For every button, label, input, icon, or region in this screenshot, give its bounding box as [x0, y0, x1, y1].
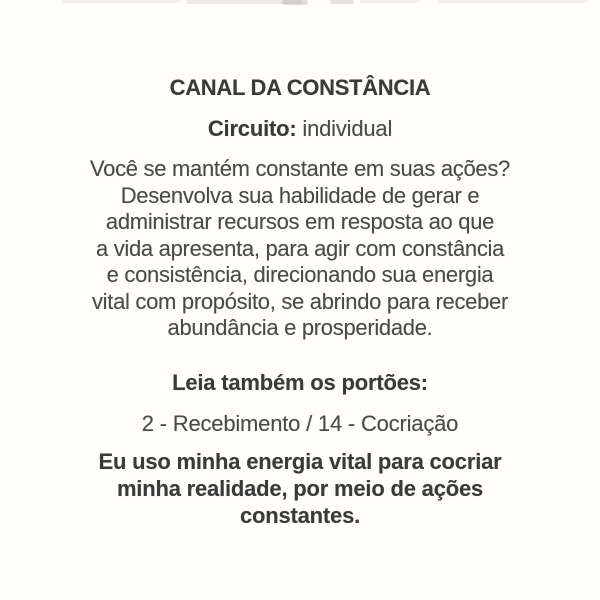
- circuit-value: individual: [302, 116, 393, 141]
- circuit-line: [0, 116, 600, 142]
- circuit-label: Circuito:: [207, 116, 297, 141]
- scan-artifact: [438, 0, 588, 3]
- description-line: vital com propósito, se abrindo para receber: [91, 288, 509, 314]
- affirmation-line: constantes.: [239, 503, 361, 528]
- description-line: Desenvolva sua habilidade de gerar e: [120, 182, 480, 208]
- description-paragraph: [0, 156, 600, 342]
- description-line: e consistência, direcionando sua energia: [106, 262, 494, 287]
- scan-artifact: [330, 0, 354, 4]
- scan-artifact: [360, 0, 420, 3]
- scan-artifact: [62, 0, 180, 3]
- affirmation-line: minha realidade, por meio de ações: [116, 476, 484, 501]
- affirmation-line: Eu uso minha energia vital para cocriar: [98, 449, 502, 474]
- gates-references: 2 - Recebimento / 14 - Cocriação: [141, 411, 459, 436]
- description-line: Você se mantém constante em suas ações?: [90, 156, 510, 181]
- scan-artifact: [186, 0, 302, 4]
- affirmation: [0, 448, 600, 529]
- gates-heading: Leia também os portões:: [172, 370, 428, 395]
- scan-artifact: [282, 0, 308, 5]
- card-title: CANAL DA CONSTÂNCIA: [169, 75, 431, 100]
- description-line: administrar recursos em resposta ao que: [105, 209, 495, 234]
- description-line: abundância e prosperidade.: [167, 315, 433, 340]
- description-line: a vida apresenta, para agir com constância: [95, 235, 505, 261]
